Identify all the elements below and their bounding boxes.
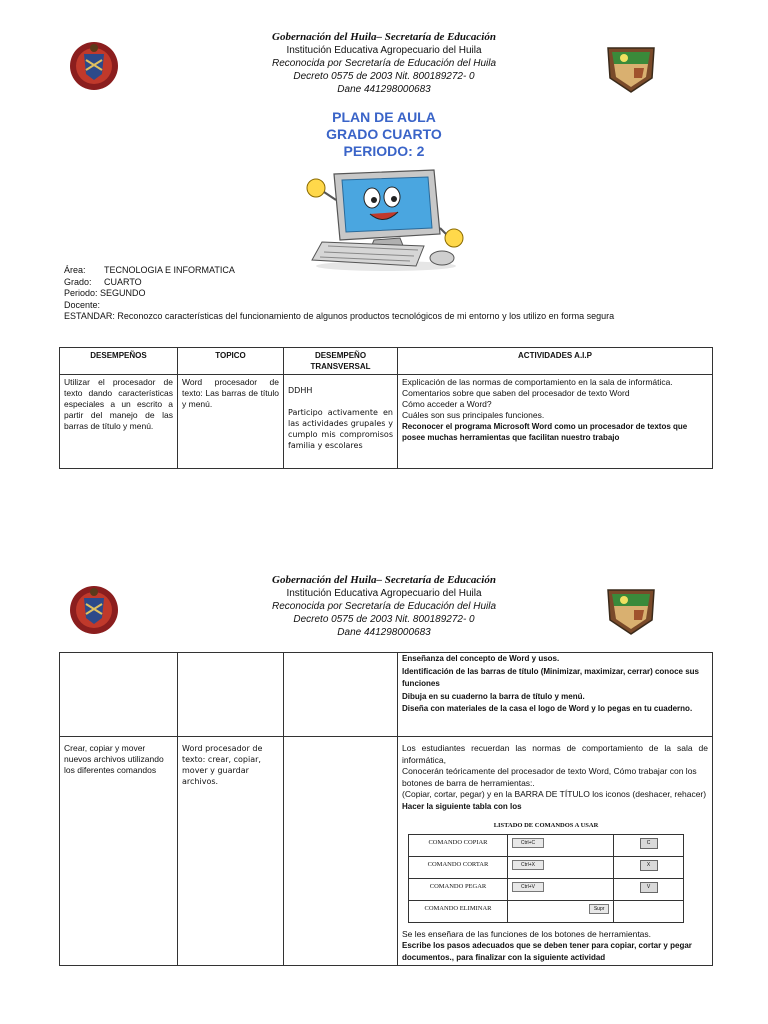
activity-item: Conocerán teóricamente del procesador de texto Word, Cómo trabajar con los botones de barra de herramientas:. <box>402 766 697 788</box>
plan-heading <box>0 109 768 160</box>
table-header-row <box>60 348 713 375</box>
transversal-cell <box>284 653 398 737</box>
transversal-title: DDHH <box>288 386 313 395</box>
table-row <box>409 856 684 878</box>
computer-mascot-icon <box>300 166 472 272</box>
plan-period: PERIODO: 2 <box>343 143 425 159</box>
table-row <box>60 737 713 966</box>
command-key: C <box>640 838 658 849</box>
institution-header <box>0 31 768 96</box>
dane-line: Dane 441298000683 <box>337 627 431 638</box>
area-value: TECNOLOGIA E INFORMATICA <box>104 265 235 275</box>
activity-item: Cuáles son sus principales funciones. <box>402 410 545 420</box>
command-table-title: LISTADO DE COMANDOS A USAR <box>493 822 599 829</box>
desempeno-cell <box>60 653 178 737</box>
recognition-line: Reconocida por Secretaría de Educación del Huila <box>271 58 497 69</box>
command-label: COMANDO COPIAR <box>409 834 508 856</box>
topico-cell: Word procesador de texto: crear, copiar, mover y guardar archivos. <box>178 737 284 966</box>
activity-item: Reconocer el programa Microsoft Word como un procesador de textos que posee muchas herramientas que facilitan nuestro trabajo <box>402 422 688 442</box>
activity-item: Identificación de las barras de título (Minimizar, maximizar, cerrar) conoce sus funciones <box>402 666 699 688</box>
activity-item: Se les enseñara de las funciones de los botones de herramientas. <box>402 928 652 939</box>
activity-text-bold: Hacer la siguiente tabla con los <box>402 801 522 811</box>
activity-text: (Copiar, cortar, pegar) y en la BARRA DE TÍTULO los iconos (deshacer, rehacer) <box>402 789 707 799</box>
plan-table-2 <box>59 652 713 966</box>
activities-cell <box>398 653 713 737</box>
command-shortcut: Ctrl+C <box>512 838 544 848</box>
activity-item: Cómo acceder a Word? <box>402 399 492 409</box>
topico-cell: Word procesador de texto: Las barras de título y menú. <box>178 375 284 469</box>
command-table <box>408 818 684 923</box>
desempeno-cell: Utilizar el procesador de texto dando características especiales a un escrito a partir del manejo de las barras de título y menú. <box>60 375 178 469</box>
topico-cell <box>178 653 284 737</box>
transversal-body: Participo activamente en las actividades grupales y cumplo mis compromisos familia y escolares <box>288 408 393 450</box>
command-key: Supr <box>589 904 609 914</box>
transversal-cell <box>284 375 398 469</box>
header-actividades: ACTIVIDADES A.I.P <box>398 348 713 375</box>
command-shortcut: Ctrl+X <box>512 860 544 870</box>
course-info <box>64 265 614 323</box>
decree-line: Decreto 0575 de 2003 Nit. 800189272- 0 <box>293 614 475 625</box>
command-key: X <box>640 860 658 871</box>
page-2 <box>0 560 768 1024</box>
activities-cell <box>398 737 713 966</box>
activity-item: Dibuja en su cuaderno la barra de título y menú. <box>402 691 585 701</box>
command-label: COMANDO CORTAR <box>409 856 508 878</box>
governorate-title: Gobernación del Huila– Secretaría de Educación <box>272 574 496 586</box>
plan-table-1 <box>59 347 713 469</box>
grado-label: Grado: <box>64 276 92 287</box>
area-label: Área: <box>64 265 86 275</box>
docente-line: Docente: <box>64 299 101 310</box>
dane-line: Dane 441298000683 <box>337 84 431 95</box>
activity-item: Comentarios sobre que saben del procesador de texto Word <box>402 388 630 398</box>
table-row <box>60 375 713 469</box>
command-label: COMANDO PEGAR <box>409 878 508 900</box>
command-label: COMANDO ELIMINAR <box>409 900 508 922</box>
institution-name: Institución Educativa Agropecuario del Huila <box>286 588 482 599</box>
transversal-cell <box>284 737 398 966</box>
plan-grade: GRADO CUARTO <box>326 126 442 142</box>
table-row <box>60 653 713 737</box>
recognition-line: Reconocida por Secretaría de Educación del Huila <box>271 601 497 612</box>
activity-item: Enseñanza del concepto de Word y usos. <box>402 654 560 663</box>
estandar-line: ESTANDAR: Reconozco características del funcionamiento de algunos productos tecnológicos de mi entorno y los utilizo en forma segura <box>64 311 615 321</box>
activities-cell <box>398 375 713 469</box>
plan-title: PLAN DE AULA <box>332 109 436 125</box>
page-1 <box>0 0 768 500</box>
activity-item: Los estudiantes recuerdan las normas de comportamiento de la sala de informática, <box>402 743 708 765</box>
header-transversal: DESEMPEÑO TRANSVERSAL <box>284 348 398 375</box>
command-key: V <box>640 882 658 893</box>
activity-item <box>402 789 708 812</box>
command-shortcut: Ctrl+V <box>512 882 544 892</box>
institution-name: Institución Educativa Agropecuario del Huila <box>286 45 482 56</box>
periodo-line: Periodo: SEGUNDO <box>64 288 146 298</box>
decree-line: Decreto 0575 de 2003 Nit. 800189272- 0 <box>293 71 475 82</box>
activity-item: Escribe los pasos adecuados que se deben tener para copiar, cortar y pegar documentos., para finalizar con la siguiente actividad <box>402 941 692 962</box>
activity-item: Explicación de las normas de comportamiento en la sala de informática. <box>402 377 673 387</box>
institution-header <box>0 574 768 639</box>
activity-item: Diseña con materiales de la casa el logo de Word y lo pegas en tu cuaderno. <box>402 704 693 713</box>
desempeno-cell: Crear, copiar y mover nuevos archivos utilizando los diferentes comandos <box>60 737 178 966</box>
grado-value: CUARTO <box>104 276 142 287</box>
header-topico: TOPICO <box>178 348 284 375</box>
header-desempenos: DESEMPEÑOS <box>60 348 178 375</box>
table-row <box>409 900 684 922</box>
table-row <box>409 878 684 900</box>
governorate-title: Gobernación del Huila– Secretaría de Educación <box>272 31 496 43</box>
table-row <box>409 834 684 856</box>
